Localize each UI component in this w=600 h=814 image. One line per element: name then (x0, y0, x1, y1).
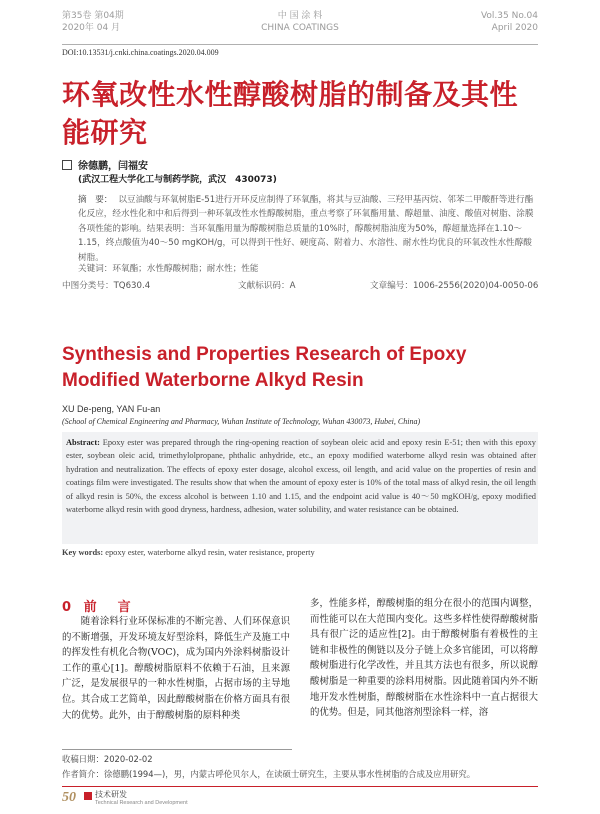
volume-cn: 第35卷 第04期 (62, 11, 124, 21)
article-number: 文章编号：1006-2556(2020)04-0050-06 (370, 281, 539, 291)
doc-code: 文献标识码：A (238, 281, 296, 291)
date-en: April 2020 (491, 23, 538, 33)
clc-number: 中图分类号：TQ630.4 (62, 281, 151, 291)
abstract-cn-label: 摘 要： (78, 195, 113, 205)
authors-cn-text: 徐德鹏，闫福安 (78, 161, 148, 172)
keywords-en-text: epoxy ester, waterborne alkyd resin, water resistance, property (103, 548, 315, 557)
abstract-cn-text: 以豆油酸与环氧树脂E-51进行开环反应制得了环氧酯，将其与豆油酸、三羟甲基丙烷、邻苯二甲酸酐等进行酯化反应，经水性化和中和后得到一种环氧改性水性醇酸树脂，重点考察了环氧酯用量、醇超量、油度、酸值对树脂、涂膜各项性能的影响。结果表明：当环氧酯用量为醇酸树脂总质量的10%时，醇酸树脂油度为50%，醇超量选择在1.10～1.15，终点酸值为40～50 mgKOH/g，可以得到干性好、硬度高、附着力、水溶性、耐水性均优良的环氧改性水性醇酸树脂。 (78, 195, 534, 263)
keywords-en-label: Key words: (62, 548, 104, 557)
authors-cn (62, 157, 148, 172)
volume-en: Vol.35 No.04 (480, 11, 538, 21)
journal-en: CHINA COATINGS (261, 23, 339, 33)
square-bullet-icon (62, 160, 72, 170)
section-heading: 0 前 言 (62, 600, 135, 615)
footnote-received: 收稿日期：2020-02-02 (62, 754, 153, 764)
footnote-divider (62, 749, 292, 750)
header-right (481, 10, 538, 34)
body-column-left: 随着涂料行业环保标准的不断完善、人们环保意识的不断增强，开发环境友好型涂料，降低生产及施工中的挥发性有机化合物(VOC)，成为国内外涂料树脂设计工作的重心[1]。醇酸树脂原料不依赖于石油，且来源广泛，是发展很早的一种水性树脂，占据市场的主导地位。其合成工艺简单，因此醇酸树脂在价格方面具有很大的优势。此外，由于醇酸树脂的原料种类 (62, 616, 290, 721)
date-cn: 2020年 04 月 (62, 23, 121, 33)
title-cn: 环氧改性水性醇酸树脂的制备及其性能研究 (62, 78, 519, 149)
authors-en: XU De-peng, YAN Fu-an (62, 404, 161, 414)
footer-section-en: Technical Research and Development (95, 800, 188, 806)
affiliation-en: (School of Chemical Engineering and Pharmacy, Wuhan Institute of Technology, Wuhan 430073, Hubei, China) (62, 417, 421, 426)
footnote-author-bio: 作者简介：徐德鹏(1994—)，男，内蒙古呼伦贝尔人，在读硕士研究生，主要从事水性树脂的合成及应用研究。 (62, 769, 476, 779)
section-square-icon (84, 792, 92, 800)
abstract-en-label: Abstract: (66, 438, 100, 447)
abstract-en (66, 436, 536, 516)
doi: DOI:10.13531/j.cnki.china.coatings.2020.04.009 (62, 48, 219, 57)
header-divider (62, 44, 538, 45)
abstract-en-text: Epoxy ester was prepared through the ring-opening reaction of soybean oleic acid and epoxy resin E-51; then with this epoxy ester, soybean oleic acid, trimethylolpropane, phthalic anhydride, etc., an epoxy modified waterborne alkyd resin was obtained after hydration and neutralization. The effects of epoxy ester dosage, alcohol excess, oil length, and acid value on the properties of resin and coatings film were investigated. The results show that when the amount of epoxy ester is 10% of the total mass of alkyd resin, the oil length of alkyd resin is 50%, the excess alcohol is between 1.10 and 1.15, and the endpoint acid value is 40～50 mgKOH/g, epoxy modified waterborne alkyd resin with good dryness, hardness, adhesion, water solubility, and water resistance can be obtained. (66, 438, 536, 515)
abstract-cn (78, 193, 540, 265)
footer-divider (62, 786, 538, 787)
title-en: Synthesis and Properties Research of Epoxy Modified Waterborne Alkyd Resin (62, 344, 467, 391)
affiliation-cn: (武汉工程大学化工与制药学院，武汉 430073) (78, 175, 277, 185)
journal-cn: 中 国 涂 料 (277, 11, 323, 21)
footer-section-cn: 技术研发 (95, 790, 127, 799)
body-column-right: 多，性能多样，醇酸树脂的组分在很小的范围内调整，而性能可以在大范围内变化。这些多样性使得醇酸树脂具有很广泛的适应性[2]。由于醇酸树脂有着极性的主链和非极性的侧链以及分子链上众多官能团，可以将醇酸树脂进行化学改性，并且其方法也有很多，所以说醇酸树脂是一种重要的涂料用树脂。因此随着国内外不断地开发水性树脂，醇酸树脂在水性涂料中一直占据很大的优势。但是，同其他溶剂型涂料一样，溶 (310, 598, 538, 719)
page-number: 50 (62, 790, 76, 805)
keywords-en (62, 548, 315, 557)
keywords-cn: 关键词：环氧酯；水性醇酸树脂；耐水性；性能 (78, 264, 259, 274)
